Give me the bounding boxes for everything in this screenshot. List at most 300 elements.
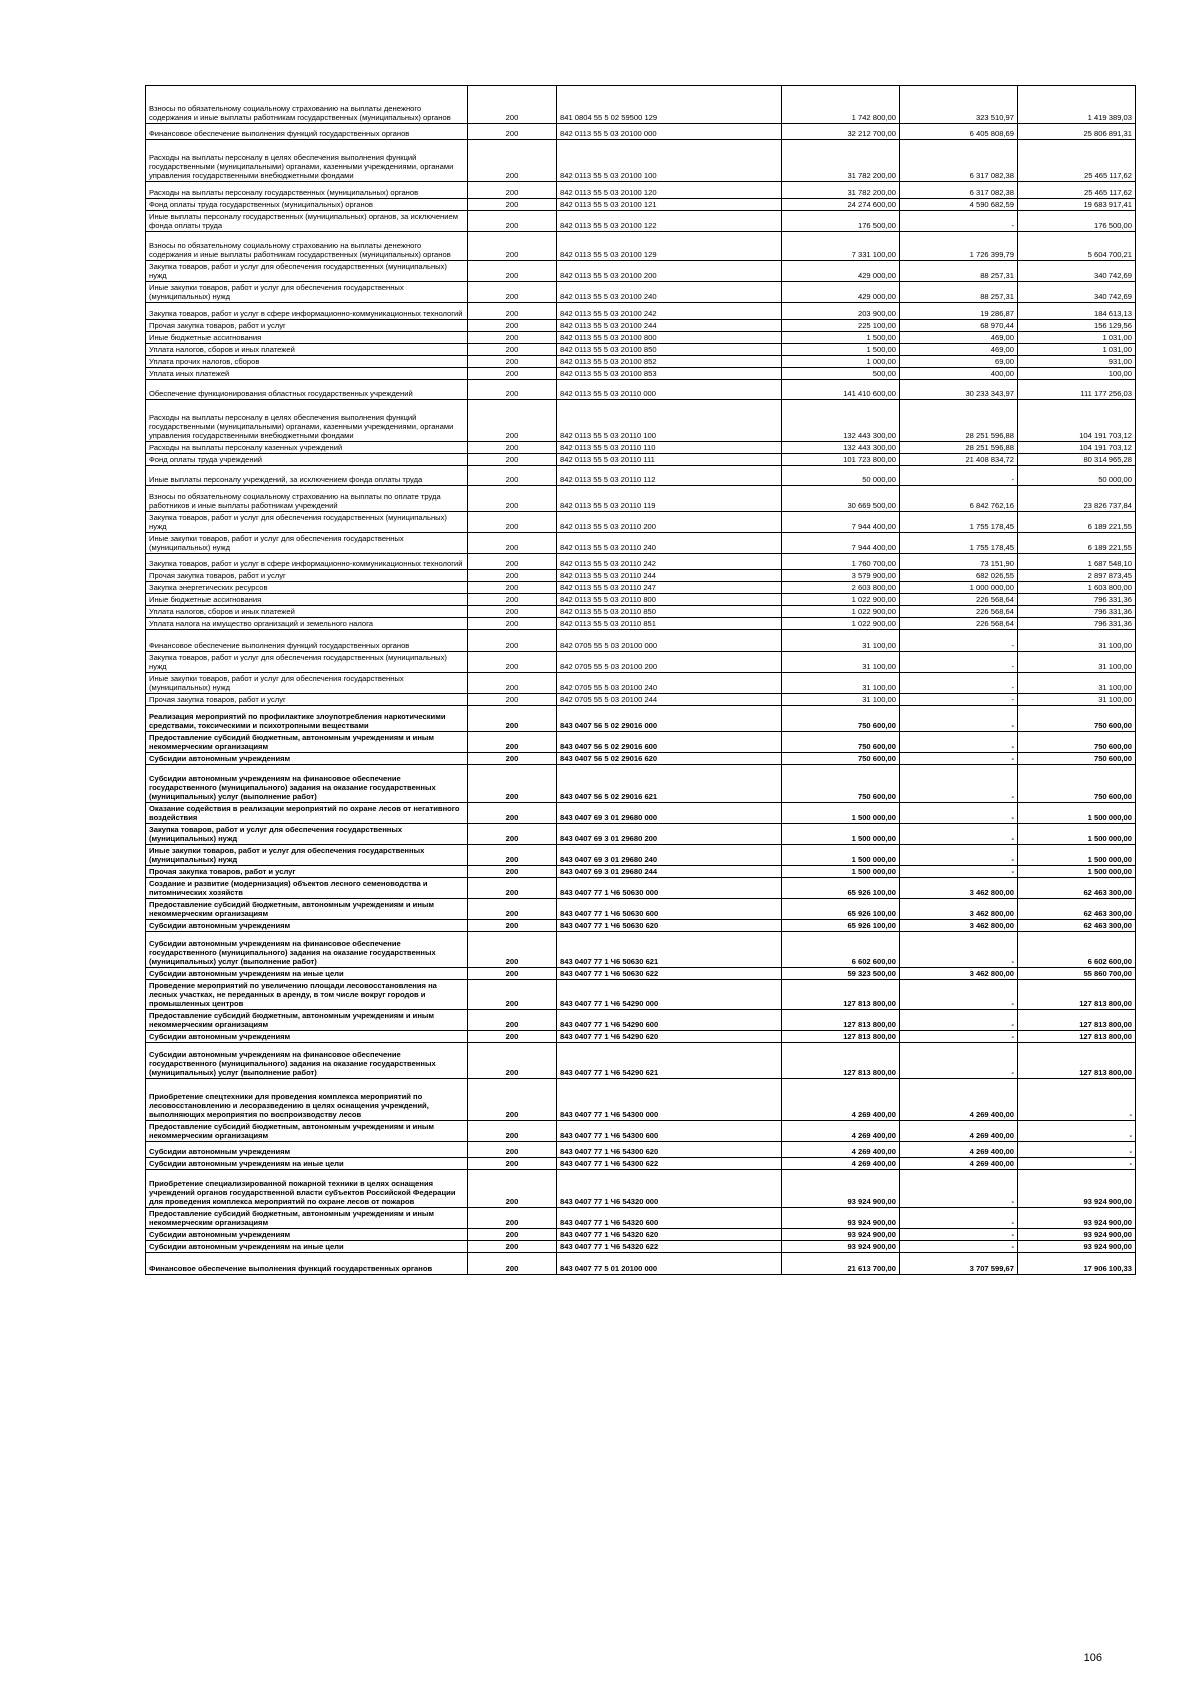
row-executed: - <box>900 1170 1018 1208</box>
row-unexecuted: 23 826 737,84 <box>1018 486 1136 512</box>
table-row <box>146 1142 1136 1158</box>
row-budget-class: 842 0113 55 5 03 20110 112 <box>557 466 782 486</box>
row-name: Закупка товаров, работ и услуг для обеспечения государственных (муниципальных) нужд <box>146 652 468 673</box>
row-unexecuted: 104 191 703,12 <box>1018 442 1136 454</box>
table-row <box>146 261 1136 282</box>
row-approved: 50 000,00 <box>782 466 900 486</box>
row-line-code: 200 <box>468 570 557 582</box>
row-name: Закупка товаров, работ и услуг для обеспечения государственных (муниципальных) нужд <box>146 512 468 533</box>
row-executed: 28 251 596,88 <box>900 400 1018 442</box>
row-executed: 73 151,90 <box>900 554 1018 570</box>
row-unexecuted: 6 602 600,00 <box>1018 932 1136 968</box>
row-line-code: 200 <box>468 968 557 980</box>
table-row <box>146 332 1136 344</box>
row-name: Субсидии автономным учреждениям <box>146 1229 468 1241</box>
table-row <box>146 486 1136 512</box>
row-line-code: 200 <box>468 932 557 968</box>
row-budget-class: 843 0407 77 1 Ч6 54300 600 <box>557 1121 782 1142</box>
row-executed: 28 251 596,88 <box>900 442 1018 454</box>
row-executed: - <box>900 1229 1018 1241</box>
row-line-code: 200 <box>468 899 557 920</box>
table-row <box>146 124 1136 140</box>
row-budget-class: 842 0705 55 5 03 20100 240 <box>557 673 782 694</box>
table-row <box>146 570 1136 582</box>
row-executed: 226 568,64 <box>900 618 1018 630</box>
row-name: Субсидии автономным учреждениям на иные цели <box>146 1241 468 1253</box>
row-executed: 3 707 599,67 <box>900 1253 1018 1275</box>
table-row <box>146 211 1136 232</box>
row-unexecuted: 93 924 900,00 <box>1018 1170 1136 1208</box>
row-budget-class: 843 0407 56 5 02 29016 621 <box>557 765 782 803</box>
row-unexecuted: 796 331,36 <box>1018 606 1136 618</box>
row-approved: 2 603 800,00 <box>782 582 900 594</box>
row-unexecuted: 184 613,13 <box>1018 303 1136 320</box>
row-line-code: 200 <box>468 1079 557 1121</box>
row-line-code: 200 <box>468 282 557 303</box>
row-approved: 1 500,00 <box>782 344 900 356</box>
row-executed: 3 462 800,00 <box>900 878 1018 899</box>
row-executed: 6 405 808,69 <box>900 124 1018 140</box>
row-budget-class: 843 0407 77 1 Ч6 54300 000 <box>557 1079 782 1121</box>
table-row <box>146 282 1136 303</box>
row-line-code: 200 <box>468 803 557 824</box>
row-executed: - <box>900 732 1018 753</box>
row-name: Проведение мероприятий по увеличению площади лесовосстановления на лесных участках, не переданных в аренду, в том числе вокруг городов и промышленных центров <box>146 980 468 1010</box>
row-unexecuted: 93 924 900,00 <box>1018 1229 1136 1241</box>
row-line-code: 200 <box>468 732 557 753</box>
table-row <box>146 140 1136 182</box>
row-name: Расходы на выплаты персоналу в целях обеспечения выполнения функций государственными (муниципальными) органами, казенными учреждениями, органами управления государственными внебюджетными фондами <box>146 400 468 442</box>
row-approved: 429 000,00 <box>782 282 900 303</box>
row-name: Финансовое обеспечение выполнения функций государственных органов <box>146 1253 468 1275</box>
row-approved: 31 100,00 <box>782 630 900 652</box>
row-line-code: 200 <box>468 344 557 356</box>
row-approved: 1 500 000,00 <box>782 824 900 845</box>
row-approved: 127 813 800,00 <box>782 980 900 1010</box>
row-unexecuted: 31 100,00 <box>1018 630 1136 652</box>
row-executed: 6 317 082,38 <box>900 140 1018 182</box>
row-executed: - <box>900 1010 1018 1031</box>
row-approved: 1 500,00 <box>782 332 900 344</box>
row-executed: 682 026,55 <box>900 570 1018 582</box>
row-name: Прочая закупка товаров, работ и услуг <box>146 694 468 706</box>
row-line-code: 200 <box>468 261 557 282</box>
row-approved: 93 924 900,00 <box>782 1208 900 1229</box>
row-executed: 6 317 082,38 <box>900 182 1018 199</box>
row-name: Субсидии автономным учреждениям <box>146 1031 468 1043</box>
table-row <box>146 878 1136 899</box>
row-approved: 127 813 800,00 <box>782 1031 900 1043</box>
row-approved: 31 100,00 <box>782 652 900 673</box>
row-budget-class: 843 0407 77 1 Ч6 50630 620 <box>557 920 782 932</box>
table-row <box>146 344 1136 356</box>
row-executed: 226 568,64 <box>900 594 1018 606</box>
table-row <box>146 980 1136 1010</box>
row-executed: 1 726 399,79 <box>900 232 1018 261</box>
row-line-code: 200 <box>468 878 557 899</box>
table-row <box>146 582 1136 594</box>
row-unexecuted: 1 419 389,03 <box>1018 86 1136 124</box>
row-unexecuted: 2 897 873,45 <box>1018 570 1136 582</box>
row-name: Обеспечение функционирования областных государственных учреждений <box>146 380 468 400</box>
row-name: Финансовое обеспечение выполнения функций государственных органов <box>146 630 468 652</box>
row-name: Иные выплаты персоналу учреждений, за исключением фонда оплаты труда <box>146 466 468 486</box>
table-row <box>146 380 1136 400</box>
row-name: Прочая закупка товаров, работ и услуг <box>146 320 468 332</box>
row-approved: 65 926 100,00 <box>782 899 900 920</box>
row-name: Субсидии автономным учреждениям <box>146 1142 468 1158</box>
row-budget-class: 843 0407 77 1 Ч6 54320 000 <box>557 1170 782 1208</box>
row-unexecuted: 31 100,00 <box>1018 694 1136 706</box>
table-row <box>146 606 1136 618</box>
row-line-code: 200 <box>468 824 557 845</box>
row-budget-class: 842 0113 55 5 03 20110 119 <box>557 486 782 512</box>
row-line-code: 200 <box>468 1043 557 1079</box>
row-line-code: 200 <box>468 1158 557 1170</box>
row-budget-class: 842 0705 55 5 03 20100 244 <box>557 694 782 706</box>
row-budget-class: 842 0113 55 5 03 20100 122 <box>557 211 782 232</box>
row-line-code: 200 <box>468 652 557 673</box>
row-line-code: 200 <box>468 920 557 932</box>
row-executed: - <box>900 765 1018 803</box>
row-name: Субсидии автономным учреждениям на финансовое обеспечение государственного (муниципального) задания на оказание государственных (муниципальных) услуг (выполнение работ) <box>146 1043 468 1079</box>
table-row <box>146 1158 1136 1170</box>
row-budget-class: 842 0113 55 5 03 20110 851 <box>557 618 782 630</box>
row-unexecuted: 1 603 800,00 <box>1018 582 1136 594</box>
row-approved: 429 000,00 <box>782 261 900 282</box>
row-unexecuted: 750 600,00 <box>1018 765 1136 803</box>
row-name: Уплата прочих налогов, сборов <box>146 356 468 368</box>
table-row <box>146 1170 1136 1208</box>
row-approved: 93 924 900,00 <box>782 1170 900 1208</box>
row-approved: 21 613 700,00 <box>782 1253 900 1275</box>
table-row <box>146 652 1136 673</box>
row-unexecuted: 62 463 300,00 <box>1018 920 1136 932</box>
row-executed: 6 842 762,16 <box>900 486 1018 512</box>
row-line-code: 200 <box>468 442 557 454</box>
row-line-code: 200 <box>468 400 557 442</box>
table-body <box>146 86 1136 1275</box>
row-approved: 31 782 200,00 <box>782 140 900 182</box>
row-name: Иные закупки товаров, работ и услуг для обеспечения государственных (муниципальных) нужд <box>146 282 468 303</box>
table-row <box>146 594 1136 606</box>
table-row <box>146 765 1136 803</box>
row-line-code: 200 <box>468 211 557 232</box>
table-row <box>146 442 1136 454</box>
page-number: 106 <box>1083 1652 1102 1664</box>
table-row <box>146 1241 1136 1253</box>
row-executed: 4 269 400,00 <box>900 1142 1018 1158</box>
row-line-code: 200 <box>468 554 557 570</box>
row-budget-class: 843 0407 77 1 Ч6 54320 600 <box>557 1208 782 1229</box>
row-name: Субсидии автономным учреждениям на иные цели <box>146 968 468 980</box>
row-unexecuted: 1 031,00 <box>1018 332 1136 344</box>
row-line-code: 200 <box>468 199 557 211</box>
row-budget-class: 842 0113 55 5 03 20110 244 <box>557 570 782 582</box>
row-name: Взносы по обязательному социальному страхованию на выплаты денежного содержания и иные выплаты работникам государственных (муниципальных) органов <box>146 86 468 124</box>
row-unexecuted: 5 604 700,21 <box>1018 232 1136 261</box>
row-budget-class: 842 0705 55 5 03 20100 200 <box>557 652 782 673</box>
row-name: Предоставление субсидий бюджетным, автономным учреждениям и иным некоммерческим организациям <box>146 1121 468 1142</box>
table-row <box>146 803 1136 824</box>
row-unexecuted: 796 331,36 <box>1018 594 1136 606</box>
row-budget-class: 843 0407 56 5 02 29016 620 <box>557 753 782 765</box>
row-line-code: 200 <box>468 368 557 380</box>
row-approved: 7 944 400,00 <box>782 512 900 533</box>
row-executed: - <box>900 803 1018 824</box>
row-name: Расходы на выплаты персоналу государственных (муниципальных) органов <box>146 182 468 199</box>
table-row <box>146 232 1136 261</box>
row-unexecuted: 796 331,36 <box>1018 618 1136 630</box>
row-approved: 141 410 600,00 <box>782 380 900 400</box>
row-line-code: 200 <box>468 706 557 732</box>
row-name: Иные закупки товаров, работ и услуг для обеспечения государственных (муниципальных) нужд <box>146 845 468 866</box>
row-unexecuted: 100,00 <box>1018 368 1136 380</box>
row-line-code: 200 <box>468 486 557 512</box>
row-executed: 3 462 800,00 <box>900 968 1018 980</box>
row-line-code: 200 <box>468 1253 557 1275</box>
row-unexecuted: 340 742,69 <box>1018 282 1136 303</box>
row-name: Иные закупки товаров, работ и услуг для обеспечения государственных (муниципальных) нужд <box>146 673 468 694</box>
row-unexecuted: 176 500,00 <box>1018 211 1136 232</box>
row-name: Уплата налогов, сборов и иных платежей <box>146 344 468 356</box>
row-executed: 323 510,97 <box>900 86 1018 124</box>
row-approved: 127 813 800,00 <box>782 1010 900 1031</box>
row-approved: 31 100,00 <box>782 673 900 694</box>
row-executed: - <box>900 211 1018 232</box>
row-unexecuted: 62 463 300,00 <box>1018 878 1136 899</box>
row-executed: 88 257,31 <box>900 282 1018 303</box>
row-approved: 4 269 400,00 <box>782 1158 900 1170</box>
row-name: Предоставление субсидий бюджетным, автономным учреждениям и иным некоммерческим организациям <box>146 1010 468 1031</box>
table-row <box>146 368 1136 380</box>
row-executed: - <box>900 866 1018 878</box>
row-approved: 65 926 100,00 <box>782 920 900 932</box>
row-line-code: 200 <box>468 1142 557 1158</box>
row-approved: 127 813 800,00 <box>782 1043 900 1079</box>
row-name: Расходы на выплаты персоналу в целях обеспечения выполнения функций государственными (муниципальными) органами, казенными учреждениями, органами управления государственными внебюджетными фондами <box>146 140 468 182</box>
row-unexecuted: 104 191 703,12 <box>1018 400 1136 442</box>
row-unexecuted: 1 500 000,00 <box>1018 803 1136 824</box>
row-approved: 4 269 400,00 <box>782 1079 900 1121</box>
row-budget-class: 843 0407 77 1 Ч6 50630 600 <box>557 899 782 920</box>
row-budget-class: 842 0113 55 5 03 20100 852 <box>557 356 782 368</box>
row-executed: 4 590 682,59 <box>900 199 1018 211</box>
row-name: Иные выплаты персоналу государственных (муниципальных) органов, за исключением фонда оплаты труда <box>146 211 468 232</box>
row-unexecuted: - <box>1018 1158 1136 1170</box>
table-row <box>146 182 1136 199</box>
row-budget-class: 843 0407 69 3 01 29680 000 <box>557 803 782 824</box>
row-approved: 31 100,00 <box>782 694 900 706</box>
row-name: Фонд оплаты труда государственных (муниципальных) органов <box>146 199 468 211</box>
row-unexecuted: 80 314 965,28 <box>1018 454 1136 466</box>
row-unexecuted: - <box>1018 1121 1136 1142</box>
row-approved: 225 100,00 <box>782 320 900 332</box>
table-row <box>146 753 1136 765</box>
row-budget-class: 842 0113 55 5 03 20110 240 <box>557 533 782 554</box>
row-budget-class: 842 0113 55 5 03 20110 110 <box>557 442 782 454</box>
table-row <box>146 1043 1136 1079</box>
row-executed: - <box>900 932 1018 968</box>
row-approved: 500,00 <box>782 368 900 380</box>
table-row <box>146 866 1136 878</box>
row-budget-class: 843 0407 77 1 Ч6 54300 622 <box>557 1158 782 1170</box>
row-name: Субсидии автономным учреждениям <box>146 920 468 932</box>
row-unexecuted: 1 500 000,00 <box>1018 824 1136 845</box>
row-approved: 24 274 600,00 <box>782 199 900 211</box>
row-name: Субсидии автономным учреждениям на иные цели <box>146 1158 468 1170</box>
row-executed: - <box>900 980 1018 1010</box>
row-unexecuted: 62 463 300,00 <box>1018 899 1136 920</box>
row-name: Иные бюджетные ассигнования <box>146 594 468 606</box>
table-row <box>146 554 1136 570</box>
row-unexecuted: 25 465 117,62 <box>1018 140 1136 182</box>
row-budget-class: 842 0113 55 5 03 20110 100 <box>557 400 782 442</box>
table-row <box>146 824 1136 845</box>
row-budget-class: 843 0407 69 3 01 29680 244 <box>557 866 782 878</box>
row-name: Закупка товаров, работ и услуг в сфере информационно-коммуникационных технологий <box>146 303 468 320</box>
row-unexecuted: 750 600,00 <box>1018 753 1136 765</box>
row-approved: 1 022 900,00 <box>782 606 900 618</box>
row-executed: - <box>900 845 1018 866</box>
table-row <box>146 932 1136 968</box>
table-row <box>146 899 1136 920</box>
row-budget-class: 843 0407 77 1 Ч6 54290 620 <box>557 1031 782 1043</box>
row-approved: 203 900,00 <box>782 303 900 320</box>
row-line-code: 200 <box>468 845 557 866</box>
row-approved: 1 000,00 <box>782 356 900 368</box>
row-budget-class: 843 0407 77 1 Ч6 50630 621 <box>557 932 782 968</box>
row-executed: 4 269 400,00 <box>900 1079 1018 1121</box>
row-budget-class: 843 0407 77 1 Ч6 54290 000 <box>557 980 782 1010</box>
row-executed: - <box>900 1241 1018 1253</box>
row-line-code: 200 <box>468 124 557 140</box>
table-row <box>146 86 1136 124</box>
table-row <box>146 303 1136 320</box>
row-approved: 132 443 300,00 <box>782 442 900 454</box>
row-line-code: 200 <box>468 1121 557 1142</box>
row-budget-class: 843 0407 56 5 02 29016 000 <box>557 706 782 732</box>
row-budget-class: 842 0113 55 5 03 20100 800 <box>557 332 782 344</box>
row-budget-class: 843 0407 77 1 Ч6 54320 622 <box>557 1241 782 1253</box>
row-line-code: 200 <box>468 454 557 466</box>
row-line-code: 200 <box>468 332 557 344</box>
row-approved: 59 323 500,00 <box>782 968 900 980</box>
row-budget-class: 842 0113 55 5 03 20110 850 <box>557 606 782 618</box>
row-unexecuted: - <box>1018 1142 1136 1158</box>
row-executed: - <box>900 694 1018 706</box>
table-row <box>146 199 1136 211</box>
row-line-code: 200 <box>468 466 557 486</box>
row-budget-class: 843 0407 69 3 01 29680 240 <box>557 845 782 866</box>
row-line-code: 200 <box>468 866 557 878</box>
row-approved: 176 500,00 <box>782 211 900 232</box>
row-approved: 7 331 100,00 <box>782 232 900 261</box>
row-line-code: 200 <box>468 1031 557 1043</box>
row-unexecuted: 156 129,56 <box>1018 320 1136 332</box>
row-budget-class: 843 0407 77 1 Ч6 54290 621 <box>557 1043 782 1079</box>
row-line-code: 200 <box>468 1241 557 1253</box>
row-name: Предоставление субсидий бюджетным, автономным учреждениям и иным некоммерческим организациям <box>146 1208 468 1229</box>
row-budget-class: 842 0113 55 5 03 20110 000 <box>557 380 782 400</box>
row-executed: 469,00 <box>900 332 1018 344</box>
row-unexecuted: 1 687 548,10 <box>1018 554 1136 570</box>
row-name: Предоставление субсидий бюджетным, автономным учреждениям и иным некоммерческим организациям <box>146 899 468 920</box>
row-name: Иные закупки товаров, работ и услуг для обеспечения государственных (муниципальных) нужд <box>146 533 468 554</box>
row-unexecuted: 750 600,00 <box>1018 732 1136 753</box>
row-line-code: 200 <box>468 140 557 182</box>
row-approved: 1 500 000,00 <box>782 866 900 878</box>
row-executed: - <box>900 706 1018 732</box>
table-row <box>146 694 1136 706</box>
row-approved: 750 600,00 <box>782 753 900 765</box>
row-unexecuted: 127 813 800,00 <box>1018 980 1136 1010</box>
row-budget-class: 842 0113 55 5 03 20110 200 <box>557 512 782 533</box>
row-unexecuted: 25 806 891,31 <box>1018 124 1136 140</box>
table-row <box>146 706 1136 732</box>
row-approved: 30 669 500,00 <box>782 486 900 512</box>
row-executed: 68 970,44 <box>900 320 1018 332</box>
row-line-code: 200 <box>468 694 557 706</box>
row-line-code: 200 <box>468 232 557 261</box>
row-budget-class: 843 0407 77 1 Ч6 54290 600 <box>557 1010 782 1031</box>
row-executed: 1 755 178,45 <box>900 533 1018 554</box>
row-executed: 4 269 400,00 <box>900 1158 1018 1170</box>
table-row <box>146 732 1136 753</box>
row-approved: 65 926 100,00 <box>782 878 900 899</box>
row-line-code: 200 <box>468 1208 557 1229</box>
row-line-code: 200 <box>468 673 557 694</box>
row-executed: 226 568,64 <box>900 606 1018 618</box>
row-name: Закупка товаров, работ и услуг для обеспечения государственных (муниципальных) нужд <box>146 824 468 845</box>
row-executed: - <box>900 652 1018 673</box>
row-line-code: 200 <box>468 356 557 368</box>
table-row <box>146 1253 1136 1275</box>
row-approved: 750 600,00 <box>782 706 900 732</box>
row-name: Уплата иных платежей <box>146 368 468 380</box>
row-executed: 3 462 800,00 <box>900 920 1018 932</box>
row-name: Субсидии автономным учреждениям на финансовое обеспечение государственного (муниципального) задания на оказание государственных (муниципальных) услуг (выполнение работ) <box>146 765 468 803</box>
row-line-code: 200 <box>468 606 557 618</box>
row-name: Уплата налога на имущество организаций и земельного налога <box>146 618 468 630</box>
row-line-code: 200 <box>468 533 557 554</box>
row-budget-class: 842 0113 55 5 03 20110 111 <box>557 454 782 466</box>
row-approved: 132 443 300,00 <box>782 400 900 442</box>
row-name: Оказание содействия в реализации мероприятий по охране лесов от негативного воздействия <box>146 803 468 824</box>
row-executed: 469,00 <box>900 344 1018 356</box>
row-name: Реализация мероприятий по профилактике злоупотребления наркотическими средствами, токсическими и психотропными веществами <box>146 706 468 732</box>
row-name: Закупка энергетических ресурсов <box>146 582 468 594</box>
row-unexecuted: 1 500 000,00 <box>1018 845 1136 866</box>
table-row <box>146 968 1136 980</box>
row-executed: 30 233 343,97 <box>900 380 1018 400</box>
row-unexecuted: 31 100,00 <box>1018 652 1136 673</box>
table-row <box>146 673 1136 694</box>
table-row <box>146 400 1136 442</box>
row-approved: 1 022 900,00 <box>782 594 900 606</box>
row-unexecuted: - <box>1018 1079 1136 1121</box>
table-row <box>146 466 1136 486</box>
row-executed: 1 000 000,00 <box>900 582 1018 594</box>
row-name: Финансовое обеспечение выполнения функций государственных органов <box>146 124 468 140</box>
row-line-code: 200 <box>468 182 557 199</box>
table-row <box>146 1079 1136 1121</box>
row-executed: - <box>900 824 1018 845</box>
row-name: Прочая закупка товаров, работ и услуг <box>146 570 468 582</box>
table-row <box>146 512 1136 533</box>
row-executed: 3 462 800,00 <box>900 899 1018 920</box>
table-row <box>146 533 1136 554</box>
